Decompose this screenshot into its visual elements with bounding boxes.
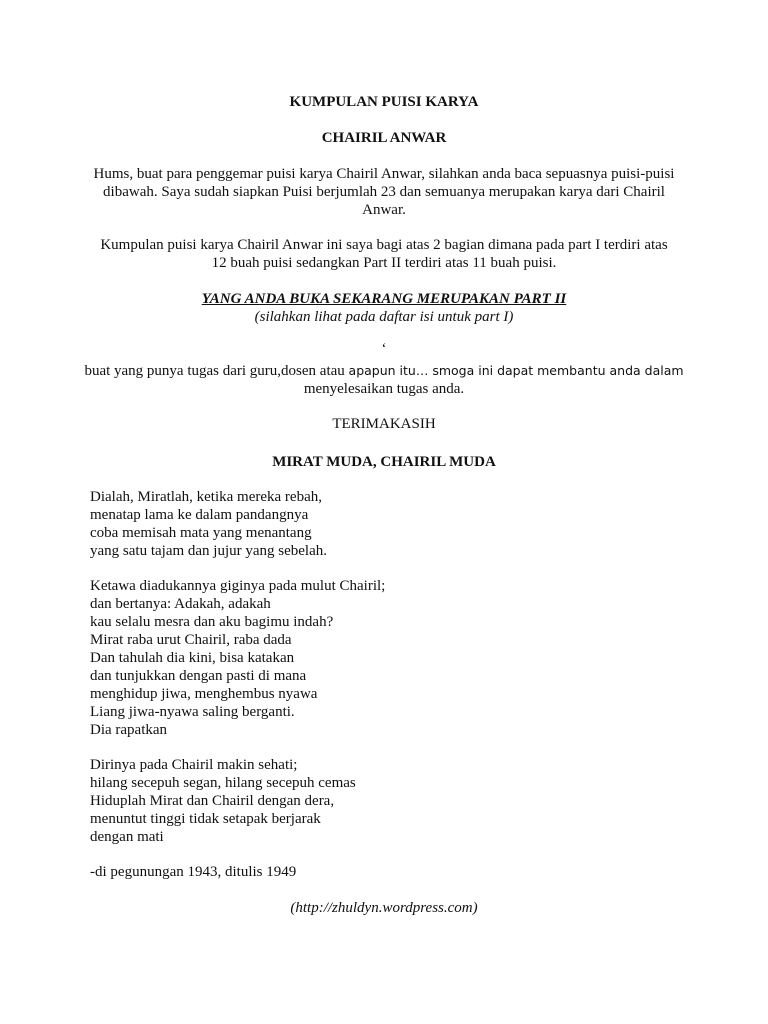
intro-paragraph-2: [80, 236, 688, 272]
task-note-line-1a: buat yang punya tugas dari guru,dosen atau: [84, 363, 349, 379]
task-note-line-2: menyelesaikan tugas anda.: [303, 381, 465, 397]
poem-line: Dirinya pada Chairil makin sehati;: [90, 757, 298, 773]
poem-line: menghidup jiwa, menghembus nyawa: [90, 686, 318, 702]
part-heading-wrap: [80, 290, 688, 308]
poem-line: hilang secepuh segan, hilang secepuh cemas: [90, 775, 356, 791]
poem-stanza-2: [90, 577, 690, 739]
intro-2-line-2: 12 buah puisi sedangkan Part II terdiri atas 11 buah puisi.: [211, 255, 557, 271]
poem-dateline: -di pegunungan 1943, ditulis 1949: [90, 864, 297, 880]
intro-1-line-3: Anwar.: [362, 202, 406, 218]
stray-mark: ‘: [381, 341, 387, 357]
task-note-line-1: [80, 362, 688, 380]
poem-line: kau selalu mesra dan aku bagimu indah?: [90, 614, 334, 630]
poem-line: Mirat raba urut Chairil, raba dada: [90, 632, 292, 648]
poem-line: Dan tahulah dia kini, bisa katakan: [90, 650, 295, 666]
poem-line: menatap lama ke dalam pandangnya: [90, 507, 309, 523]
poem-line: Dialah, Miratlah, ketika mereka rebah,: [90, 489, 322, 505]
poem-line: yang satu tajam dan jujur yang sebelah.: [90, 543, 328, 559]
poem-stanza-3: [90, 756, 690, 846]
task-note-line-1b: apapun itu… smoga ini dapat membantu anda dalam: [348, 363, 684, 378]
poem-line: Hiduplah Mirat dan Chairil dengan dera,: [90, 793, 335, 809]
document-title-line2: CHAIRIL ANWAR: [321, 130, 447, 146]
source-link[interactable]: (http://zhuldyn.wordpress.com): [290, 900, 478, 916]
poem-line: dan tunjukkan dengan pasti di mana: [90, 668, 307, 684]
part-note: (silahkan lihat pada daftar isi untuk part I): [254, 309, 514, 325]
document-title-line1: KUMPULAN PUISI KARYA: [289, 94, 479, 110]
intro-1-line-2: dibawah. Saya sudah siapkan Puisi berjumlah 23 dan semuanya merupakan karya dari Chairil: [103, 184, 665, 200]
intro-1-line-1: Hums, buat para penggemar puisi karya Chairil Anwar, silahkan anda baca sepuasnya puisi-puisi: [93, 166, 675, 182]
intro-2-line-1: Kumpulan puisi karya Chairil Anwar ini saya bagi atas 2 bagian dimana pada part I terdiri atas: [100, 237, 668, 253]
task-note: [80, 362, 688, 398]
poem-line: dan bertanya: Adakah, adakah: [90, 596, 271, 612]
poem-stanza-1: [90, 488, 690, 560]
part-heading: YANG ANDA BUKA SEKARANG MERUPAKAN PART II: [201, 291, 567, 307]
poem-line: Liang jiwa-nyawa saling berganti.: [90, 704, 295, 720]
poem-title: MIRAT MUDA, CHAIRIL MUDA: [272, 454, 496, 470]
poem-line: Dia rapatkan: [90, 722, 168, 738]
thanks-text: TERIMAKASIH: [332, 416, 436, 432]
intro-paragraph-1: [80, 165, 688, 219]
poem-line: Ketawa diadukannya giginya pada mulut Chairil;: [90, 578, 386, 594]
poem-line: coba memisah mata yang menantang: [90, 525, 312, 541]
poem-line: dengan mati: [90, 829, 164, 845]
poem-line: menuntut tinggi tidak setapak berjarak: [90, 811, 321, 827]
